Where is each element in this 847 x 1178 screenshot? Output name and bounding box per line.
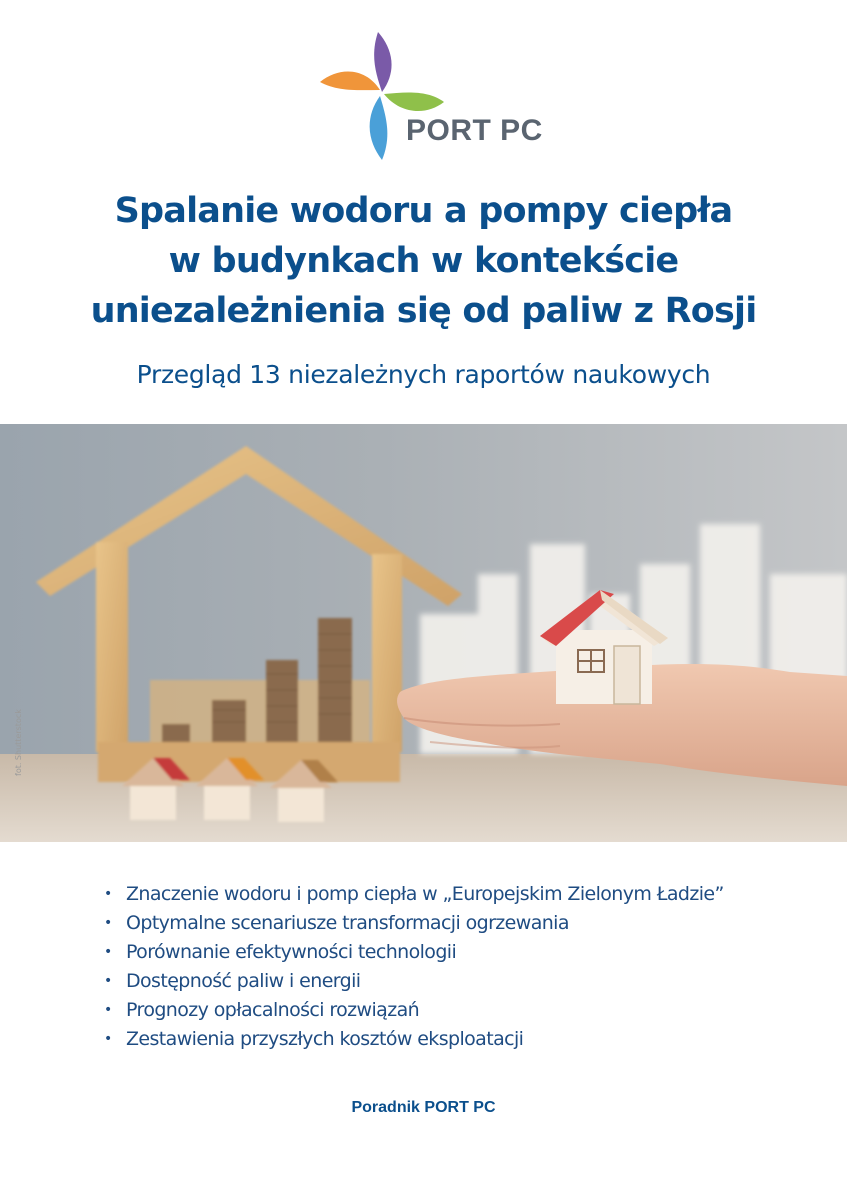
bullet-icon: • xyxy=(104,973,112,989)
port-pc-logo xyxy=(318,30,548,162)
cover-photo xyxy=(0,424,847,842)
logo-text: PORT PC xyxy=(406,114,543,147)
title-line: w budynkach w kontekście xyxy=(168,241,679,281)
feature-list xyxy=(104,880,724,1054)
bullet-icon: • xyxy=(104,1002,112,1018)
list-item: • Dostępność paliw i energii xyxy=(104,967,724,996)
title-line: uniezależnienia się od paliw z Rosji xyxy=(90,291,757,331)
bullet-icon: • xyxy=(104,1031,112,1047)
bullet-icon: • xyxy=(104,915,112,931)
document-title xyxy=(0,186,847,336)
subtitle: Przegląd 13 niezależnych raportów naukowych xyxy=(136,360,711,389)
bullet-icon: • xyxy=(104,886,112,902)
bullet-icon: • xyxy=(104,944,112,960)
title-line: Spalanie wodoru a pompy ciepła xyxy=(114,191,733,231)
house-on-hand-illustration xyxy=(0,424,847,842)
list-item: • Prognozy opłacalności rozwiązań xyxy=(104,996,724,1025)
list-item: • Optymalne scenariusze transformacji ogrzewania xyxy=(104,909,724,938)
list-item: • Znaczenie wodoru i pomp ciepła w „Europejskim Zielonym Ładzie” xyxy=(104,880,724,909)
list-item: • Zestawienia przyszłych kosztów eksploatacji xyxy=(104,1025,724,1054)
publisher-footer: Poradnik PORT PC xyxy=(351,1099,496,1116)
photo-credit: fot. Shutterstock xyxy=(14,709,23,776)
list-item: • Porównanie efektywności technologii xyxy=(104,938,724,967)
